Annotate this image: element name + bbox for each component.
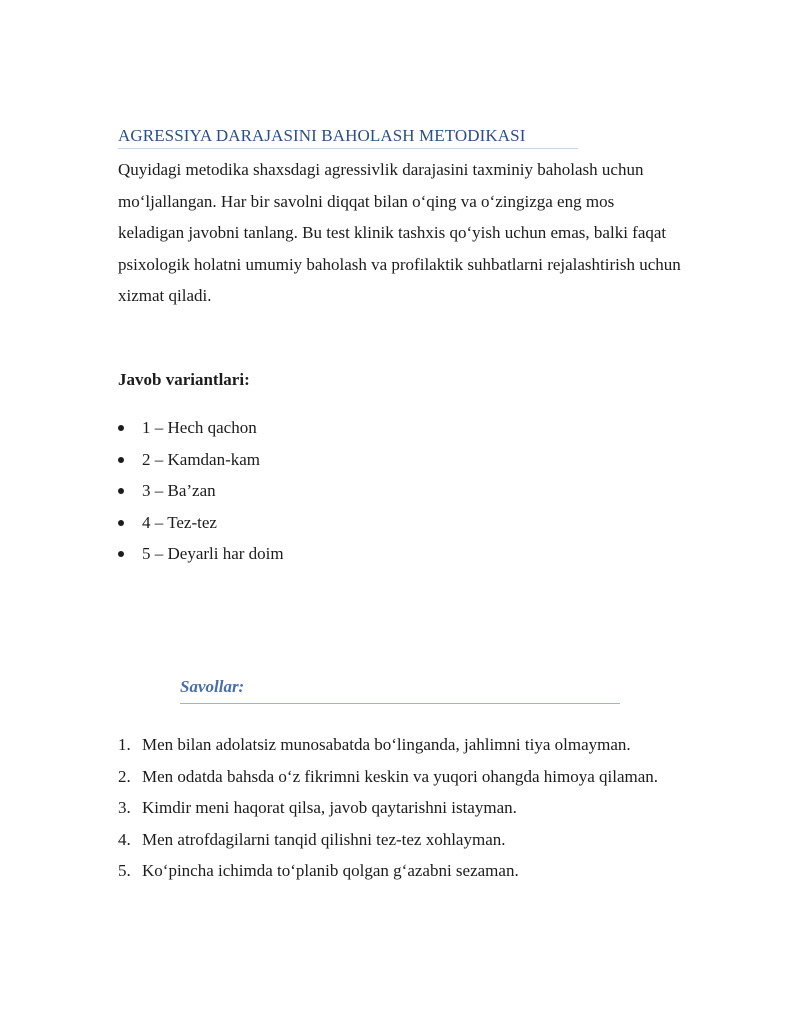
bullet-icon <box>118 551 124 557</box>
bullet-icon <box>118 488 124 494</box>
question-number: 5. <box>118 861 131 881</box>
question-text: Ko‘pincha ichimda to‘planib qolgan g‘azabni sezaman. <box>142 861 519 881</box>
answer-option <box>118 412 284 444</box>
intro-paragraph: Quyidagi metodika shaxsdagi agressivlik darajasini taxminiy baholash uchun mo‘ljallangan. Har bir savolni diqqat bilan o‘qing va o‘zingizga eng mos keladigan javobni tanlang. Bu test klinik tashxis qo‘yish uchun emas, balki faqat psixologik holatni umumiy baholash va profilaktik suhbatlarni rejalashtirish uchun xizmat qiladi. <box>118 160 681 306</box>
answers-heading: Javob variantlari: <box>118 370 250 389</box>
question-item <box>118 855 678 887</box>
question-text: Men odatda bahsda o‘z fikrimni keskin va yuqori ohangda himoya qilaman. <box>142 766 659 786</box>
questions-list <box>118 729 678 887</box>
bullet-icon <box>118 425 124 431</box>
answer-option <box>118 538 284 570</box>
question-text: Men bilan adolatsiz munosabatda bo‘linganda, jahlimni tiya olmayman. <box>142 735 631 754</box>
answer-option-label: 4 – Tez-tez <box>142 512 217 532</box>
question-item <box>118 792 678 824</box>
question-text: Men atrofdagilarni tanqid qilishni tez-tez xohlayman. <box>142 829 506 849</box>
title-underline <box>118 148 578 149</box>
questions-heading-rule <box>180 703 620 704</box>
questions-heading: Savollar: <box>180 677 245 696</box>
answer-option-label: 2 – Kamdan-kam <box>142 449 261 469</box>
answer-option-label: 1 – Hech qachon <box>142 418 257 437</box>
question-item <box>118 761 678 793</box>
answer-option <box>118 444 284 476</box>
answer-options-list <box>118 412 284 570</box>
answer-option <box>118 475 284 507</box>
answer-option <box>118 507 284 539</box>
bullet-icon <box>118 520 124 526</box>
question-number: 3. <box>118 798 131 818</box>
question-number: 1. <box>118 735 131 754</box>
bullet-icon <box>118 457 124 463</box>
question-text: Kimdir meni haqorat qilsa, javob qaytarishni istayman. <box>142 798 517 818</box>
question-number: 2. <box>118 766 131 786</box>
question-item <box>118 729 678 761</box>
answer-option-label: 3 – Ba’zan <box>142 481 216 501</box>
question-number: 4. <box>118 829 131 849</box>
document-title: AGRESSIYA DARAJASINI BAHOLASH METODIKASI <box>118 126 526 145</box>
answer-option-label: 5 – Deyarli har doim <box>142 544 284 564</box>
question-item <box>118 824 678 856</box>
